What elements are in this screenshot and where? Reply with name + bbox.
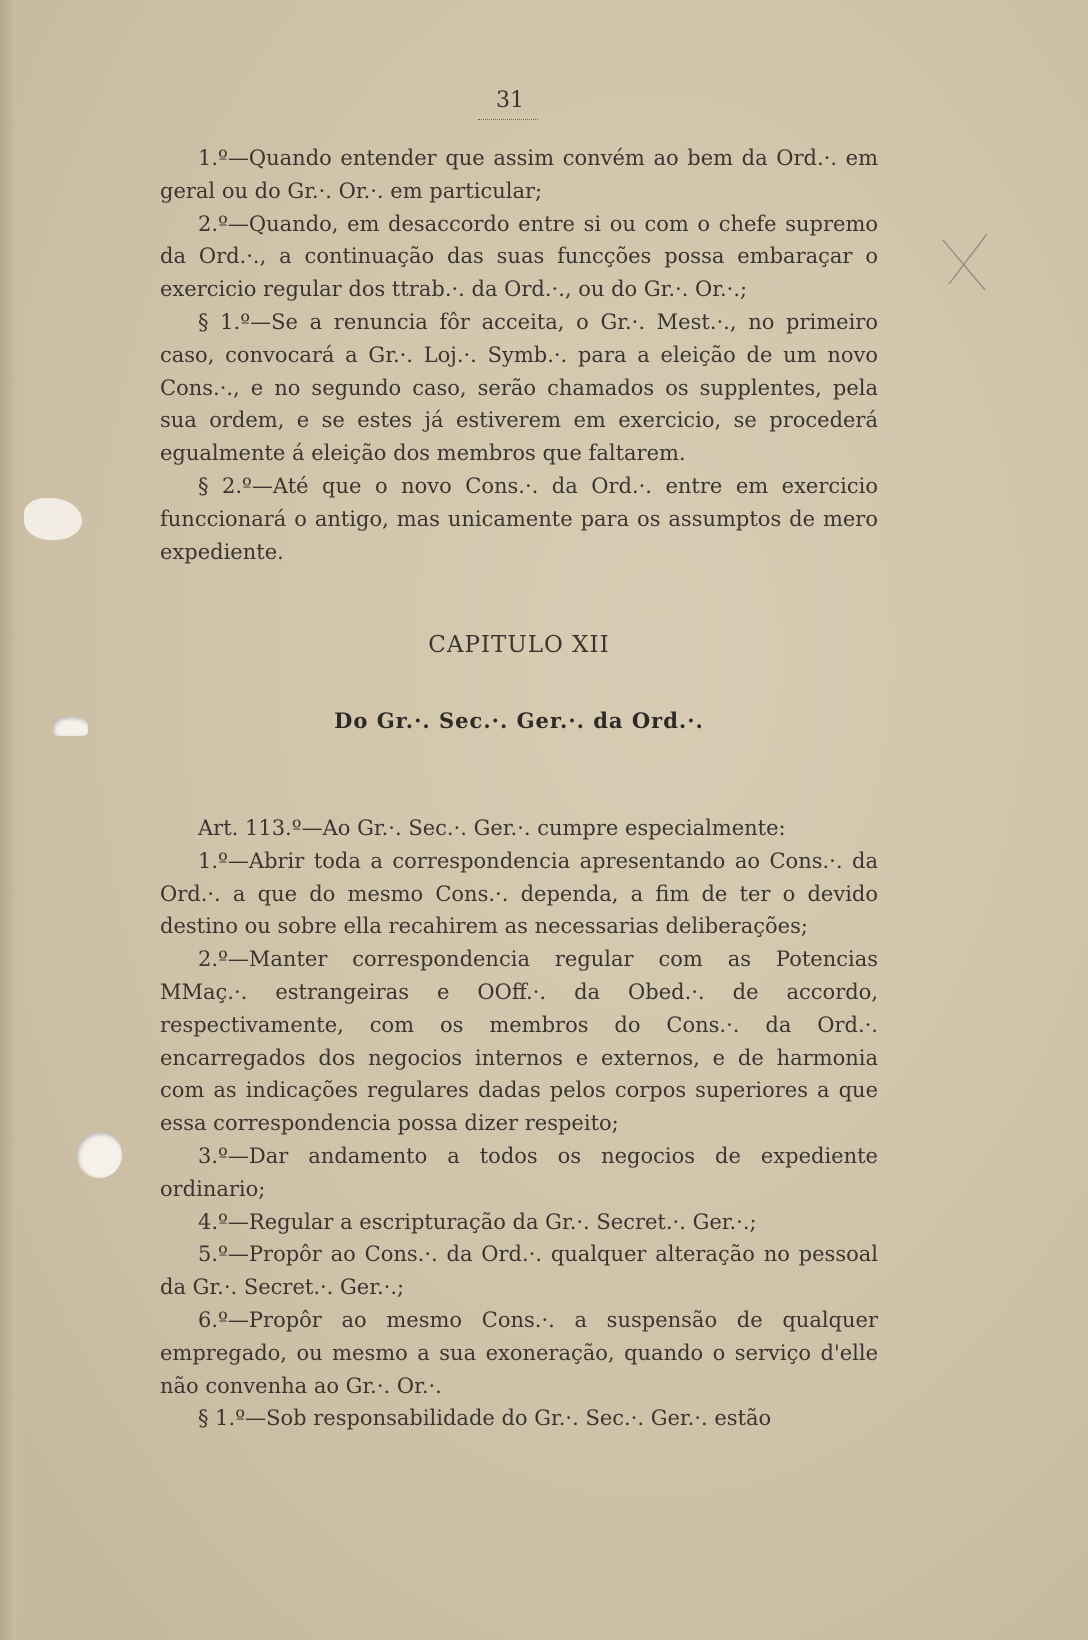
paragraph: § 1.º—Se a renuncia fôr acceita, o Gr.·. Mest.·., no primeiro caso, convocará a Gr.·. Loj.·. Symb.·. para a eleição de um novo Cons.·., e no segundo caso, serão chamados os supplentes, pela sua ordem, e se estes já estiverem em exercicio, se procederá egualmente á eleição dos membros que faltarem.	[160, 309, 878, 466]
page-number: 31	[496, 88, 524, 113]
text-block-top	[160, 142, 878, 568]
paragraph: 5.º—Propôr ao Cons.·. da Ord.·. qualquer alteração no pessoal da Gr.·. Secret.·. Ger.·.;	[160, 1242, 878, 1300]
paragraph: 2.º—Manter correspondencia regular com as Potencias MMaç.·. estrangeiras e OOff.·. da Obed.·. de accordo, respectivamente, com os membros do Cons.·. da Ord.·. encarregados dos negocios internos e externos, e de harmonia com as indicações regulares dadas pelos corpos superiores a que essa correspondencia possa dizer respeito;	[160, 947, 878, 1136]
chapter-subtitle: Do Gr.·. Sec.·. Ger.·. da Ord.·.	[334, 708, 704, 733]
text-block-bottom	[160, 812, 878, 1435]
paragraph: 1.º—Abrir toda a correspondencia apresentando ao Cons.·. da Ord.·. a que do mesmo Cons.·. dependa, a fim de ter o devido destino ou sobre ella recahirem as necessarias deliberações;	[160, 848, 878, 939]
paragraph: Art. 113.º—Ao Gr.·. Sec.·. Ger.·. cumpre especialmente:	[198, 816, 786, 840]
punch-hole-top	[52, 716, 88, 736]
paragraph: § 2.º—Até que o novo Cons.·. da Ord.·. entre em exercicio funccionará o antigo, mas unicamente para os assumptos de mero expediente.	[160, 473, 878, 564]
paragraph: 6.º—Propôr ao mesmo Cons.·. a suspensão de qualquer empregado, ou mesmo a sua exoneração, quando o serviço d'elle não convenha ao Gr.·. Or.·.	[160, 1307, 878, 1398]
page-number-rule	[478, 119, 538, 120]
chapter-title: CAPITULO XII	[428, 632, 610, 658]
paragraph: 1.º—Quando entender que assim convém ao bem da Ord.·. em geral ou do Gr.·. Or.·. em particular;	[160, 146, 878, 203]
paragraph: § 1.º—Sob responsabilidade do Gr.·. Sec.·. Ger.·. estão	[198, 1406, 772, 1431]
paper-tear	[24, 498, 82, 540]
punch-hole-bottom	[76, 1132, 122, 1178]
paragraph: 4.º—Regular a escripturação da Gr.·. Secret.·. Ger.·.;	[198, 1209, 757, 1234]
paragraph: 2.º—Quando, em desaccordo entre si ou com o chefe supremo da Ord.·., a continuação das suas funcções possa embaraçar o exercicio regular dos ttrab.·. da Ord.·., ou do Gr.·. Or.·.;	[160, 211, 878, 302]
paragraph: 3.º—Dar andamento a todos os negocios de expediente ordinario;	[160, 1143, 878, 1201]
paper-left-edge	[0, 0, 26, 1640]
pencil-x-mark	[935, 230, 995, 300]
